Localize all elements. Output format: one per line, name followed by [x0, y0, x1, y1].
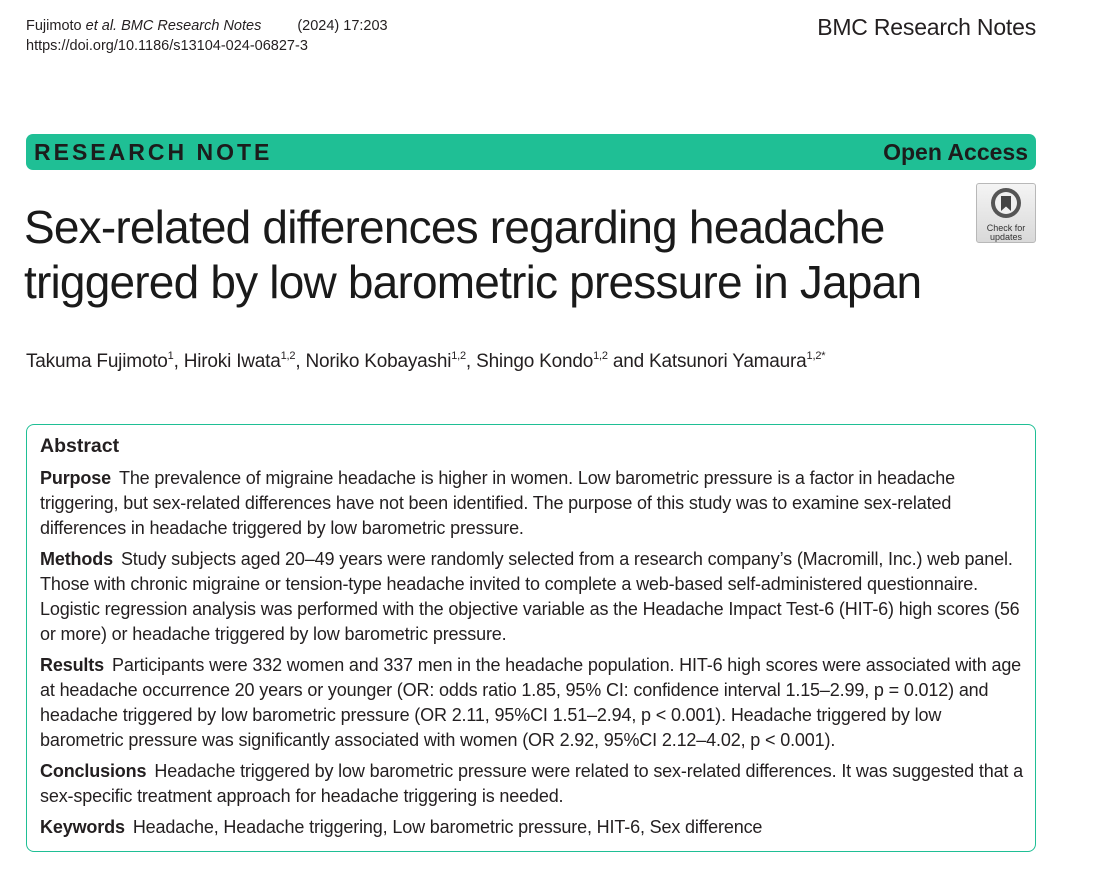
author-separator: ,	[465, 351, 477, 372]
author-name[interactable]: Katsunori Yamaura	[649, 351, 807, 372]
check-for-updates-badge[interactable]	[976, 183, 1036, 243]
affiliation-mark: 1,2	[280, 350, 296, 362]
section-label: Conclusions	[40, 761, 147, 781]
section-label: Methods	[40, 549, 113, 569]
open-access-label: Open Access	[883, 138, 1028, 165]
author-separator: ,	[295, 351, 306, 372]
section-text: Study subjects aged 20–49 years were randomly selected from a research company’s (Macromill, Inc.) web panel. Those with chronic migraine or tension-type headache invited to complete a web-based self-administered questionnaire. Logistic regression analysis was performed with the objective variable as the Headache Impact Test-6 (HIT-6) high scores (56 or more) or headache triggered by low barometric pressure.	[40, 549, 1020, 644]
author-list	[26, 351, 825, 373]
abstract-methods	[40, 547, 1023, 647]
section-text: Participants were 332 women and 337 men in the headache population. HIT-6 high scores were associated with age at headache occurrence 20 years or younger (OR: odds ratio 1.85, 95% CI: confidence interval 1.15–2.99, p = 0.012) and headache triggered by low barometric pressure (OR 2.11, 95%CI 1.51–2.94, p < 0.001). Headache triggered by low barometric pressure was significantly associated with women (OR 2.92, 95%CI 2.12–4.02, p < 0.001).	[40, 655, 1022, 750]
bookmark-ribbon-icon	[990, 187, 1022, 219]
abstract-conclusions	[40, 759, 1023, 809]
badge-label-2: updates	[989, 232, 1023, 242]
affiliation-mark: 1,2	[451, 350, 466, 362]
section-text: The prevalence of migraine headache is higher in women. Low barometric pressure is a factor in headache triggering, but sex-related differences have not been identified. The purpose of this study was to examine sex-related differences in headache triggered by low barometric pressure.	[40, 468, 955, 538]
author-separator: ,	[173, 351, 184, 372]
article-type: RESEARCH NOTE	[34, 138, 273, 165]
section-label: Results	[40, 655, 104, 675]
author-name[interactable]: Hiroki Iwata	[183, 351, 281, 372]
abstract-heading: Abstract	[40, 435, 120, 457]
citation-line	[26, 16, 388, 36]
author-name[interactable]: Takuma Fujimoto	[26, 351, 168, 372]
citation-year-volume: (2024) 17:203	[297, 18, 388, 34]
affiliation-mark: 1,2	[593, 350, 608, 362]
abstract-results	[40, 653, 1023, 753]
badge-label-1: Check for	[986, 223, 1026, 233]
section-text: Headache, Headache triggering, Low barometric pressure, HIT-6, Sex difference	[132, 817, 763, 837]
affiliation-mark: 1	[167, 350, 174, 362]
article-type-banner	[26, 134, 1036, 170]
article-title	[24, 200, 964, 310]
section-text: Headache triggered by low barometric pressure were related to sex-related differences. It was suggested that a sex-specific treatment approach for headache triggering is needed.	[40, 761, 1023, 806]
author-name[interactable]: Noriko Kobayashi	[305, 351, 452, 372]
author-name[interactable]: Shingo Kondo	[476, 351, 594, 372]
section-label: Purpose	[40, 468, 111, 488]
abstract-box	[26, 424, 1036, 852]
citation-journal: et al. BMC Research Notes	[85, 18, 262, 34]
section-label: Keywords	[40, 817, 125, 837]
author-separator: and	[607, 351, 650, 372]
abstract-purpose	[40, 466, 1023, 541]
journal-name: BMC Research Notes	[817, 14, 1036, 40]
citation-header	[26, 16, 388, 56]
title-line-2: triggered by low barometric pressure in Japan	[24, 256, 922, 308]
doi-link[interactable]: https://doi.org/10.1186/s13104-024-06827-3	[26, 38, 308, 54]
abstract-keywords	[40, 815, 1023, 840]
citation-author: Fujimoto	[26, 18, 82, 34]
affiliation-mark: 1,2*	[806, 350, 826, 362]
title-line-1: Sex-related differences regarding headache	[24, 201, 885, 253]
